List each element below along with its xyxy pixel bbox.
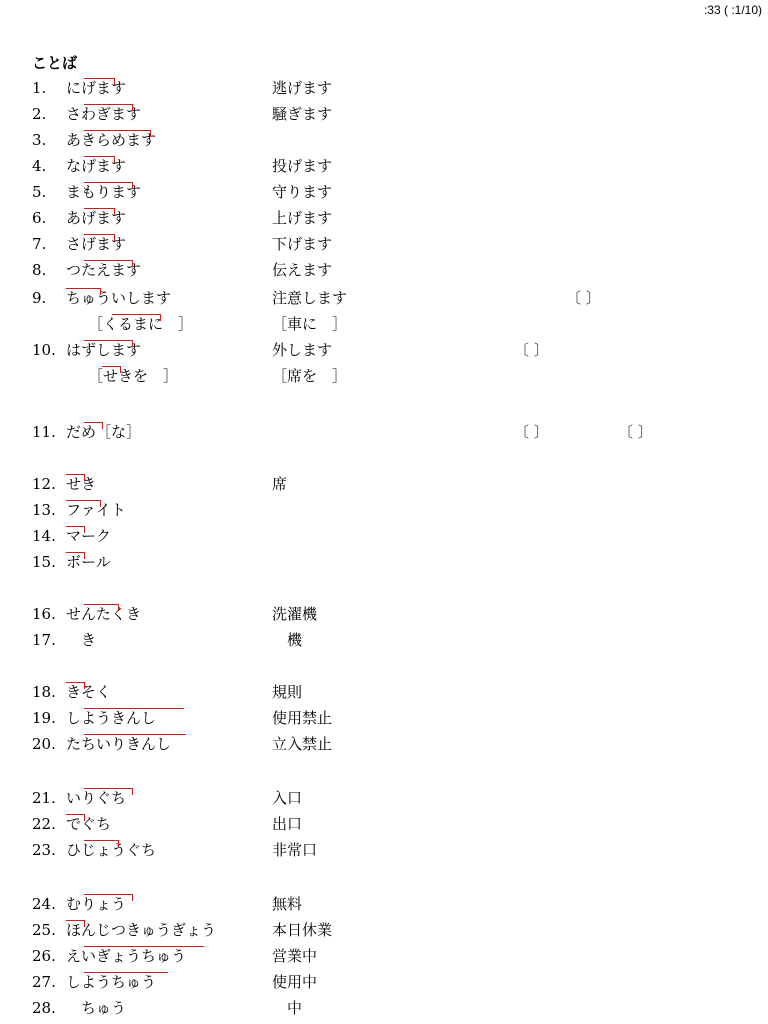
accent-mark — [84, 840, 119, 847]
item-number: 5. — [32, 183, 47, 201]
accent-mark — [66, 814, 85, 821]
item-kanji: 席 — [272, 475, 288, 493]
accent-mark — [84, 894, 133, 901]
item-number: 24. — [32, 895, 56, 913]
item-kanji: 立入禁止 — [272, 735, 333, 753]
item-reading: ほんじつきゅうぎょう — [66, 921, 217, 939]
item-kanji: 入口 — [272, 789, 303, 807]
item-reading: あげます — [66, 209, 127, 227]
item-number: 19. — [32, 709, 56, 727]
item-number: 20. — [32, 735, 56, 753]
item-reading: マーク — [66, 527, 112, 545]
item-reading: でぐち — [66, 815, 112, 833]
item-kanji: 機 — [272, 631, 303, 649]
item-number: 7. — [32, 235, 47, 253]
accent-mark — [84, 182, 133, 189]
item-reading: まもります — [66, 183, 142, 201]
item-number: 3. — [32, 131, 47, 149]
item-number: 1. — [32, 79, 47, 97]
accent-mark — [84, 78, 115, 85]
accent-mark — [66, 474, 85, 481]
item-reading: ボール — [66, 553, 111, 571]
answer-bracket: 〔 〕 — [566, 289, 601, 307]
item-number: 11. — [32, 423, 56, 441]
item-reading: ［せきを ］ — [88, 367, 179, 385]
item-number: 21. — [32, 789, 56, 807]
accent-mark — [84, 604, 119, 611]
item-number: 26. — [32, 947, 56, 965]
accent-mark — [112, 314, 161, 321]
accent-mark — [84, 208, 115, 215]
item-number: 17. — [32, 631, 56, 649]
item-number: 23. — [32, 841, 56, 859]
item-kanji: 出口 — [272, 815, 303, 833]
accent-mark — [66, 526, 85, 533]
item-reading: たちいりきんし — [66, 735, 172, 753]
item-number: 15. — [32, 553, 56, 571]
accent-mark — [84, 234, 115, 241]
item-reading: つたえます — [66, 261, 142, 279]
item-reading: むりょう — [66, 895, 127, 913]
item-kanji: 守ります — [272, 183, 333, 201]
item-number: 2. — [32, 105, 47, 123]
item-reading: だめ［な］ — [66, 423, 142, 441]
answer-bracket: 〔 〕 — [618, 423, 653, 441]
accent-mark — [84, 788, 133, 795]
item-reading: にげます — [66, 79, 127, 97]
item-reading: ［くるまに ］ — [88, 315, 194, 333]
item-number: 4. — [32, 157, 47, 175]
accent-mark — [66, 288, 101, 295]
item-reading: ファイト — [66, 501, 126, 519]
item-reading: いりぐち — [66, 789, 127, 807]
item-number: 13. — [32, 501, 56, 519]
item-reading: ひじょうぐち — [66, 841, 157, 859]
item-kanji: 使用中 — [272, 973, 318, 991]
item-reading: はずします — [66, 341, 142, 359]
item-number: 12. — [32, 475, 56, 493]
item-kanji: 逃げます — [272, 79, 333, 97]
item-kanji: 外します — [272, 341, 333, 359]
item-kanji: 中 — [272, 999, 303, 1017]
item-kanji: 伝えます — [272, 261, 333, 279]
accent-mark — [84, 156, 115, 163]
item-number: 25. — [32, 921, 56, 939]
accent-mark — [66, 500, 101, 507]
item-number: 16. — [32, 605, 56, 623]
item-kanji: ［席を ］ — [272, 367, 348, 385]
item-reading: えいぎょうちゅう — [66, 947, 187, 965]
accent-mark — [66, 920, 85, 927]
accent-mark — [84, 708, 184, 715]
item-reading: き — [66, 631, 97, 649]
item-reading: せんたくき — [66, 605, 142, 623]
item-reading: せき — [66, 475, 97, 493]
accent-mark — [66, 682, 85, 689]
item-reading: きそく — [66, 683, 112, 701]
section-title: ことば — [32, 54, 78, 72]
accent-mark — [84, 422, 103, 429]
accent-mark — [84, 130, 151, 137]
item-kanji: 下げます — [272, 235, 333, 253]
page-header-info: :33 ( :1/10) — [703, 3, 762, 17]
accent-mark — [84, 340, 133, 347]
item-reading: ちゅう — [66, 999, 127, 1017]
item-kanji: 使用禁止 — [272, 709, 333, 727]
accent-mark — [84, 104, 133, 111]
item-kanji: 営業中 — [272, 947, 318, 965]
item-reading: あきらめます — [66, 131, 157, 149]
item-kanji: 規則 — [272, 683, 303, 701]
item-number: 10. — [32, 341, 56, 359]
item-kanji: 投げます — [272, 157, 333, 175]
answer-bracket: 〔 〕 — [514, 341, 549, 359]
answer-bracket: 〔 〕 — [514, 423, 549, 441]
item-kanji: 洗濯機 — [272, 605, 318, 623]
item-number: 8. — [32, 261, 47, 279]
item-reading: ちゅういします — [66, 289, 172, 307]
accent-mark — [84, 260, 133, 267]
item-number: 18. — [32, 683, 56, 701]
accent-mark — [84, 946, 204, 953]
item-number: 6. — [32, 209, 47, 227]
accent-mark — [102, 366, 121, 373]
item-number: 9. — [32, 289, 47, 307]
item-kanji: 本日休業 — [272, 921, 333, 939]
item-kanji: 無料 — [272, 895, 303, 913]
item-number: 22. — [32, 815, 56, 833]
item-kanji: ［車に ］ — [272, 315, 348, 333]
item-reading: しようちゅう — [66, 973, 157, 991]
accent-mark — [66, 552, 85, 559]
item-number: 28. — [32, 999, 56, 1017]
item-kanji: 騒ぎます — [272, 105, 333, 123]
accent-mark — [84, 734, 186, 741]
item-kanji: 上げます — [272, 209, 333, 227]
item-kanji: 注意します — [272, 289, 348, 307]
item-reading: さわぎます — [66, 105, 142, 123]
accent-mark — [84, 972, 168, 979]
item-reading: しようきんし — [66, 709, 157, 727]
item-number: 14. — [32, 527, 56, 545]
item-kanji: 非常口 — [272, 841, 318, 859]
item-reading: さげます — [66, 235, 127, 253]
item-number: 27. — [32, 973, 56, 991]
item-reading: なげます — [66, 157, 127, 175]
